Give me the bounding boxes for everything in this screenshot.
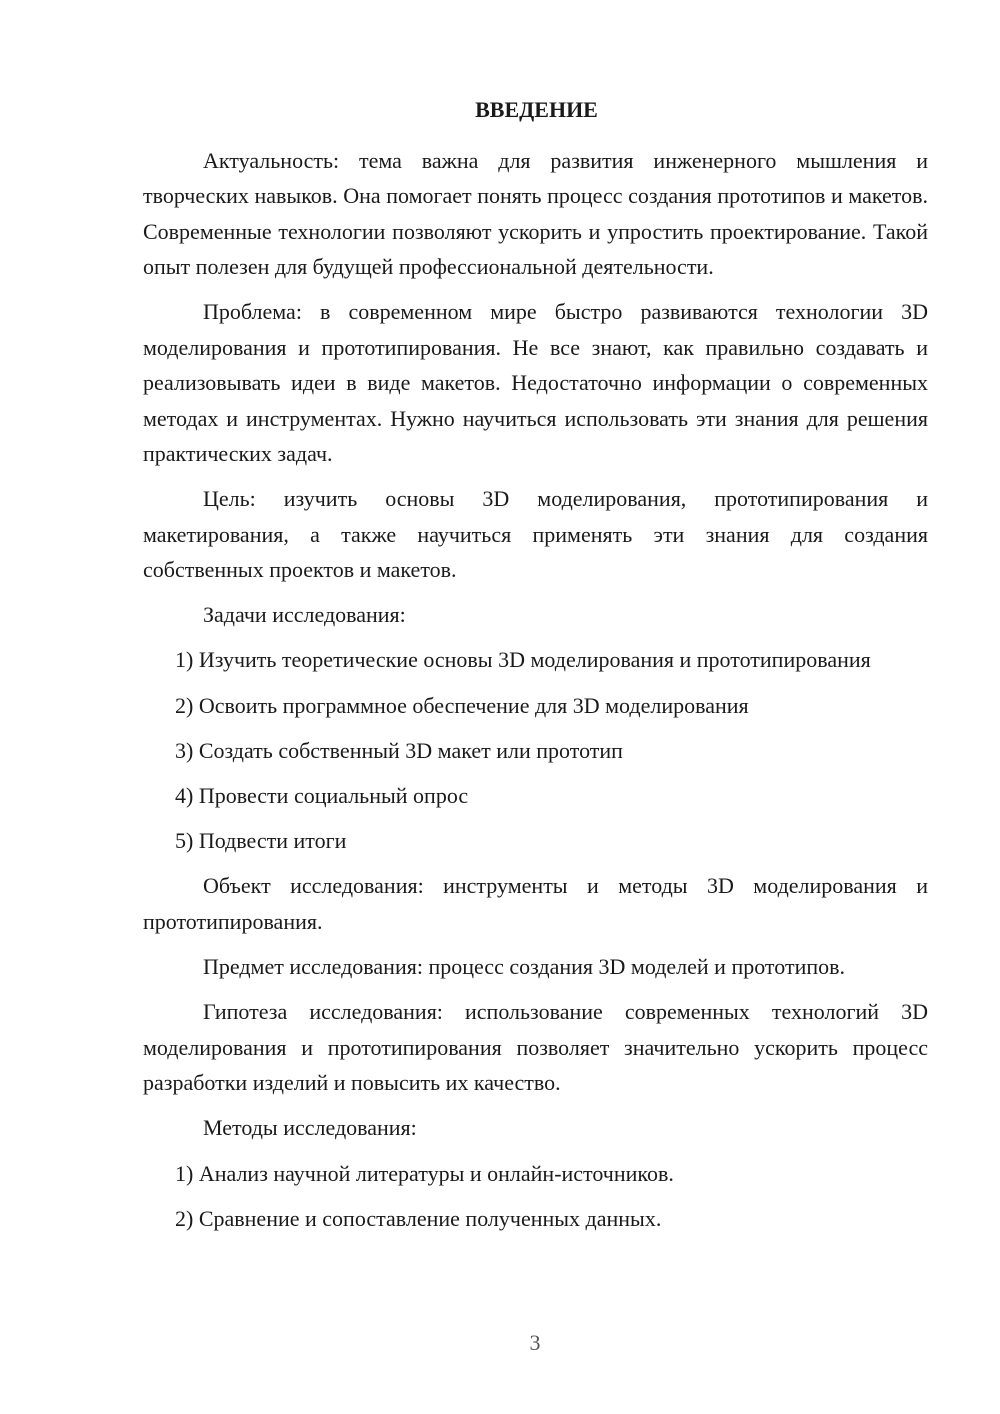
object-paragraph: Объект исследования: инструменты и методы 3D моделирования и прототипирования. <box>143 873 928 934</box>
hypothesis-paragraph: Гипотеза исследования: использование современных технологий 3D моделирования и прототипирования позволяет значительно ускорить процесс разработки изделий и повысить их качество. <box>143 999 928 1096</box>
page-title: ВВЕДЕНИЕ <box>475 97 598 122</box>
page-number: 3 <box>529 1330 541 1355</box>
method-item: 2) Сравнение и сопоставление полученных данных. <box>175 1205 662 1231</box>
subject-paragraph: Предмет исследования: процесс создания 3D моделей и прототипов. <box>203 954 846 980</box>
problem-paragraph: Проблема: в современном мире быстро развиваются технологии 3D моделирования и прототипирования. Не все знают, как правильно создавать и реализовывать идеи в виде макетов. Недостаточно информации о современных методах и инструментах. Нужно научиться использовать эти знания для решения практических задач. <box>143 299 928 467</box>
task-item: 3) Создать собственный 3D макет или прототип <box>175 737 623 763</box>
document-page <box>143 92 928 1246</box>
tasks-heading: Задачи исследования: <box>203 602 406 628</box>
method-item: 1) Анализ научной литературы и онлайн-источников. <box>175 1160 674 1186</box>
goal-paragraph: Цель: изучить основы 3D моделирования, прототипирования и макетирования, а также научиться применять эти знания для создания собственных проектов и макетов. <box>143 486 928 583</box>
task-item: 5) Подвести итоги <box>175 828 347 854</box>
methods-heading: Методы исследования: <box>203 1115 417 1141</box>
task-item: 1) Изучить теоретические основы 3D моделирования и прототипирования <box>175 647 871 673</box>
relevance-paragraph: Актуальность: тема важна для развития инженерного мышления и творческих навыков. Она помогает понять процесс создания прототипов и макетов. Современные технологии позволяют ускорить и упростить проектирование. Такой опыт полезен для будущей профессиональной деятельности. <box>143 148 928 280</box>
task-item: 4) Провести социальный опрос <box>175 783 469 809</box>
task-item: 2) Освоить программное обеспечение для 3D моделирования <box>175 692 749 718</box>
